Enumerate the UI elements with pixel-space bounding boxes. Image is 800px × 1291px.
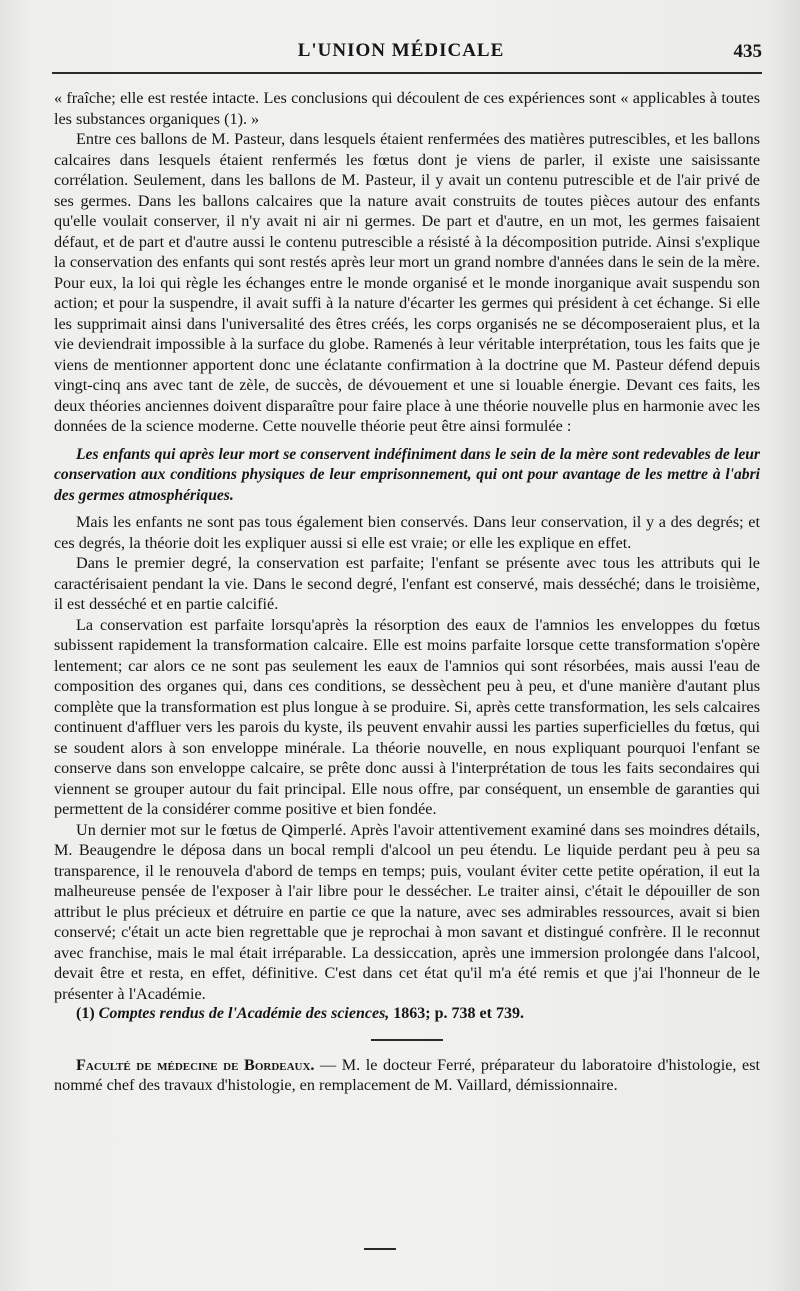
paragraph-pasteur-comparison: Entre ces ballons de M. Pasteur, dans lesquels étaient renfermées des matières putrescibles, et les ballons calcaires dans lesquels étaient renfermés les fœtus dont je viens de parler, il existe une saisissante corrélation. Seulement, dans les ballons de M. Pasteur, il y avait un contenu putrescible et de l'air privé de ses germes. Dans les ballons calcaires que la nature avait construits de toutes pièces autour des enfants qu'elle voulait conserver, il n'y avait ni air ni germes. De part et d'autre, en un mot, les germes faisaient défaut, et de part et d'autre aussi le contenu putrescible a résisté à la décomposition putride. Ainsi s'explique la conservation des enfants qui sont restés après leur mort un grand nombre d'années dans le sein de la mère. Pour eux, la loi qui règle les échanges entre le monde organisé et le monde inorganique avait suspendu son action; et pour la suspendre, il avait suffi à la nature d'écarter les germes qui président à cet échange. Si elle les supprimait ainsi dans l'universalité des êtres créés, les corps organisés ne se décomposeraient plus, et la vie deviendrait impossible à la surface du globe. Ramenés à leur véritable interprétation, tous les faits que je viens de mentionner apportent donc une éclatante confirmation à la doctrine que M. Pasteur défend depuis vingt-cinq ans avec tant de zèle, de succès, de dévouement et une si louable énergie. Devant ces faits, les deux théories anciennes doivent disparaître pour faire place à une théorie nouvelle plus en harmonie avec les données de la science moderne. Cette nouvelle théorie peut être ainsi formulée : [54, 130, 760, 435]
paragraph-first-degree: Dans le premier degré, la conservation est parfaite; l'enfant se présente avec tous les attributs qui le caractérisaient pendant la vie. Dans le second degré, l'enfant est conservé, mais desséché; dans le troisième, il est desséché et en partie calcifié. [54, 554, 760, 613]
page-number: 435 [733, 41, 762, 62]
notice-paragraph [54, 1055, 760, 1096]
paragraph-degrees: Mais les enfants ne sont pas tous également bien conservés. Dans leur conservation, il y a des degrés; et ces degrés, la théorie doit les expliquer aussi si elle est vraie; or elle les explique en effet. [54, 513, 760, 552]
section-divider [371, 1039, 443, 1041]
running-header [40, 40, 762, 70]
article-body [54, 88, 760, 1096]
end-rule [364, 1248, 396, 1250]
footnote-marker: (1) [76, 1005, 95, 1022]
theory-statement: Les enfants qui après leur mort se conservent indéfiniment dans le sein de la mère sont redevables de leur conservation aux conditions physiques de leur emprisonnement, qui ont pour avantage de les mettre à l'abri des germes atmosphériques. [54, 445, 760, 504]
header-rule [52, 72, 762, 74]
footnote-citation: Comptes rendus de l'Académie des sciences, [98, 1005, 390, 1022]
notice-text: — M. le docteur Ferré, préparateur du laboratoire d'histologie, est nommé chef des travaux d'histologie, en remplacement de M. Vaillard, démissionnaire. [54, 1055, 760, 1094]
journal-title: L'UNION MÉDICALE [297, 40, 505, 61]
paragraph-conservation: La conservation est parfaite lorsqu'après la résorption des eaux de l'amnios les enveloppes du fœtus subissent rapidement la transformation calcaire. Elle est moins parfaite lorsque cette transformation s'opère lentement; car alors ce ne sont pas seulement les eaux de l'amnios qui sont résorbées, mais aussi l'eau de composition des organes qui, dans ces conditions, se dessèchent peu à peu, et d'une manière d'autant plus complète que la transformation est plus longue à se produire. Si, après cette transformation, les sels calcaires continuent d'affluer vers les parois du kyste, ils peuvent envahir aussi les parties superficielles du fœtus, qui se soudent alors à son enveloppe minérale. La théorie nouvelle, en nous expliquant pourquoi l'enfant se conserve dans son enveloppe calcaire, se prête donc aussi à l'interprétation de tous les faits secondaires qui viennent se grouper autour du fait principal. Elle nous offre, par conséquent, un ensemble de garanties qui permettent de la considérer comme positive et bien fondée. [54, 615, 760, 818]
paragraph-quimperle: Un dernier mot sur le fœtus de Qimperlé. Après l'avoir attentivement examiné dans ses moindres détails, M. Beaugendre le déposa dans un bocal rempli d'alcool un peu étendu. Le liquide perdant peu à peu sa transparence, il le renouvela d'abord de temps en temps; puis, voulant éviter cette petite opération, il eut la malheureuse pensée de l'exposer à l'air libre pour le dessécher. Le traiter ainsi, c'était le dépouiller de son attribut le plus précieux et détruire en partie ce que la nature, avec ses admirables ressources, avait si bien conservé; c'était un acte bien regrettable que je reprochai à mon savant et distingué confrère. Il le reconnut avec franchise, mais le mal était irréparable. La dessiccation, après une immersion prolongée dans l'alcool, devait être et resta, en effet, définitive. C'est dans cet état qu'il m'a été remis et que j'ai l'honneur de le présenter à l'Académie. [54, 820, 760, 1003]
paragraph-quote-end: « fraîche; elle est restée intacte. Les conclusions qui découlent de ces expériences sont « applicables à toutes les substances organiques (1). » [54, 89, 760, 128]
footnote [54, 1004, 760, 1025]
notice-heading: Faculté de médecine de Bordeaux. [76, 1055, 315, 1074]
footnote-pages: 1863; p. 738 et 739. [393, 1005, 524, 1022]
